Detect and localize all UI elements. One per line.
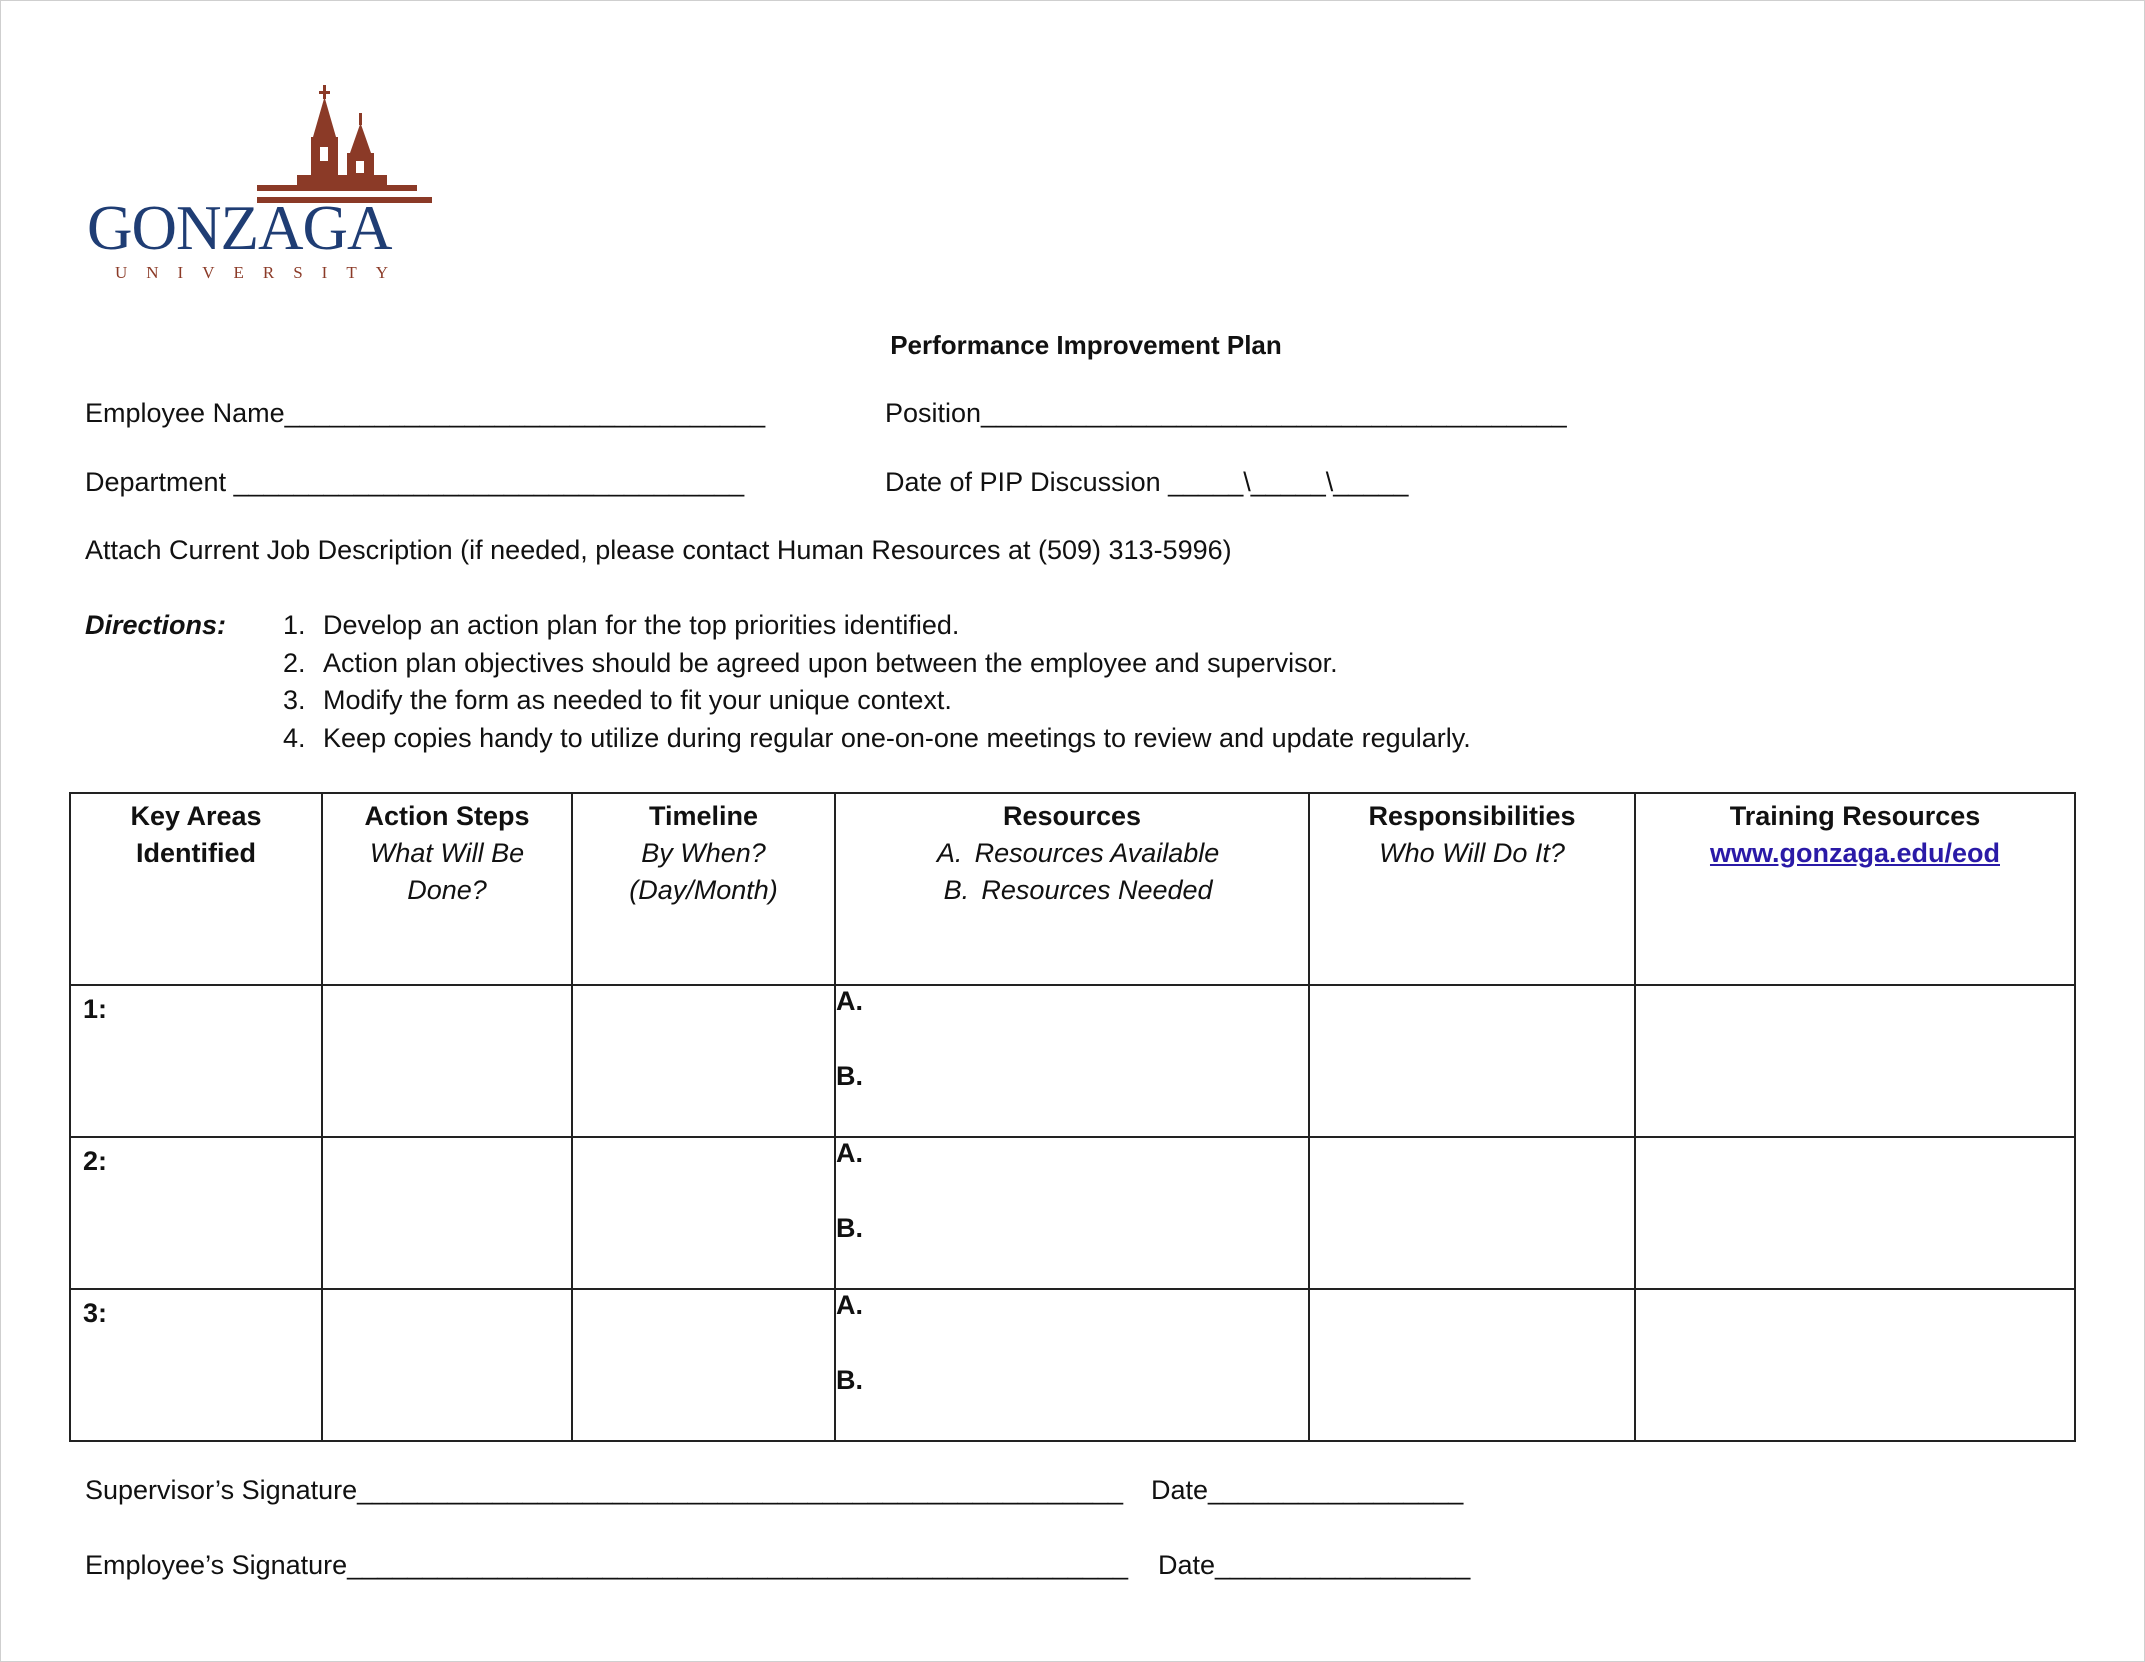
page-title: Performance Improvement Plan	[890, 330, 1282, 360]
table-row	[70, 1137, 2075, 1289]
training-resources-cell[interactable]	[1635, 1137, 2075, 1289]
responsibilities-cell[interactable]	[1309, 1289, 1635, 1441]
header-resources: Resources A. Resources Available B. Resources Needed	[835, 793, 1309, 985]
training-resources-cell[interactable]	[1635, 985, 2075, 1137]
action-steps-cell[interactable]	[322, 1137, 572, 1289]
responsibilities-cell[interactable]	[1309, 1137, 1635, 1289]
header-training-resources: Training Resources www.gonzaga.edu/eod	[1635, 793, 2075, 985]
header-action-steps: Action Steps What Will Be Done?	[322, 793, 572, 985]
action-steps-cell[interactable]	[322, 1289, 572, 1441]
resources-cell[interactable]: A. B.	[835, 985, 1309, 1137]
header-key-areas: Key Areas Identified	[70, 793, 322, 985]
header-responsibilities: Responsibilities Who Will Do It?	[1309, 793, 1635, 985]
directions-item: 3. Modify the form as needed to fit your unique context.	[283, 685, 952, 715]
position-field[interactable]: Position_______________________________________	[885, 398, 1567, 428]
action-plan-table	[69, 792, 2076, 1442]
table-row	[70, 985, 2075, 1137]
training-resources-link[interactable]: www.gonzaga.edu/eod	[1709, 838, 2000, 868]
directions-list	[283, 607, 1471, 757]
church-spires-icon	[257, 85, 437, 207]
directions-item: 1. Develop an action plan for the top priorities identified.	[283, 610, 960, 640]
action-steps-cell[interactable]	[322, 985, 572, 1137]
directions-item: 2. Action plan objectives should be agreed upon between the employee and supervisor.	[283, 647, 1338, 678]
timeline-cell[interactable]	[572, 1289, 835, 1441]
directions-item: 4. Keep copies handy to utilize during regular one-on-one meetings to review and update regularly.	[283, 722, 1471, 753]
responsibilities-cell[interactable]	[1309, 985, 1635, 1137]
header-timeline: Timeline By When? (Day/Month)	[572, 793, 835, 985]
key-area-cell[interactable]: 2:	[70, 1137, 322, 1289]
training-resources-cell[interactable]	[1635, 1289, 2075, 1441]
key-area-cell[interactable]: 1:	[70, 985, 322, 1137]
logo-subtitle: UNIVERSITY	[115, 263, 407, 282]
table-row	[70, 1289, 2075, 1441]
resources-cell[interactable]: A. B.	[835, 1289, 1309, 1441]
supervisor-date-field[interactable]: Date_________________	[1151, 1475, 1464, 1505]
directions-label: Directions:	[85, 610, 227, 640]
attach-job-description-note: Attach Current Job Description (if needed, please contact Human Resources at (509) 313-5996)	[85, 535, 1232, 565]
gonzaga-logo	[87, 85, 407, 290]
employee-name-field[interactable]: Employee Name________________________________	[85, 398, 766, 428]
logo-wordmark: GONZAGA	[87, 193, 392, 263]
department-field[interactable]: Department __________________________________	[85, 467, 745, 497]
employee-signature-field[interactable]: Employee’s Signature____________________________________________________	[85, 1550, 1128, 1580]
timeline-cell[interactable]	[572, 985, 835, 1137]
resources-cell[interactable]: A. B.	[835, 1137, 1309, 1289]
key-area-cell[interactable]: 3:	[70, 1289, 322, 1441]
timeline-cell[interactable]	[572, 1137, 835, 1289]
supervisor-signature-field[interactable]: Supervisor’s Signature___________________________________________________	[85, 1475, 1123, 1505]
employee-date-field[interactable]: Date_________________	[1158, 1550, 1471, 1580]
date-of-pip-discussion-field[interactable]: Date of PIP Discussion _____\_____\_____	[885, 467, 1409, 497]
